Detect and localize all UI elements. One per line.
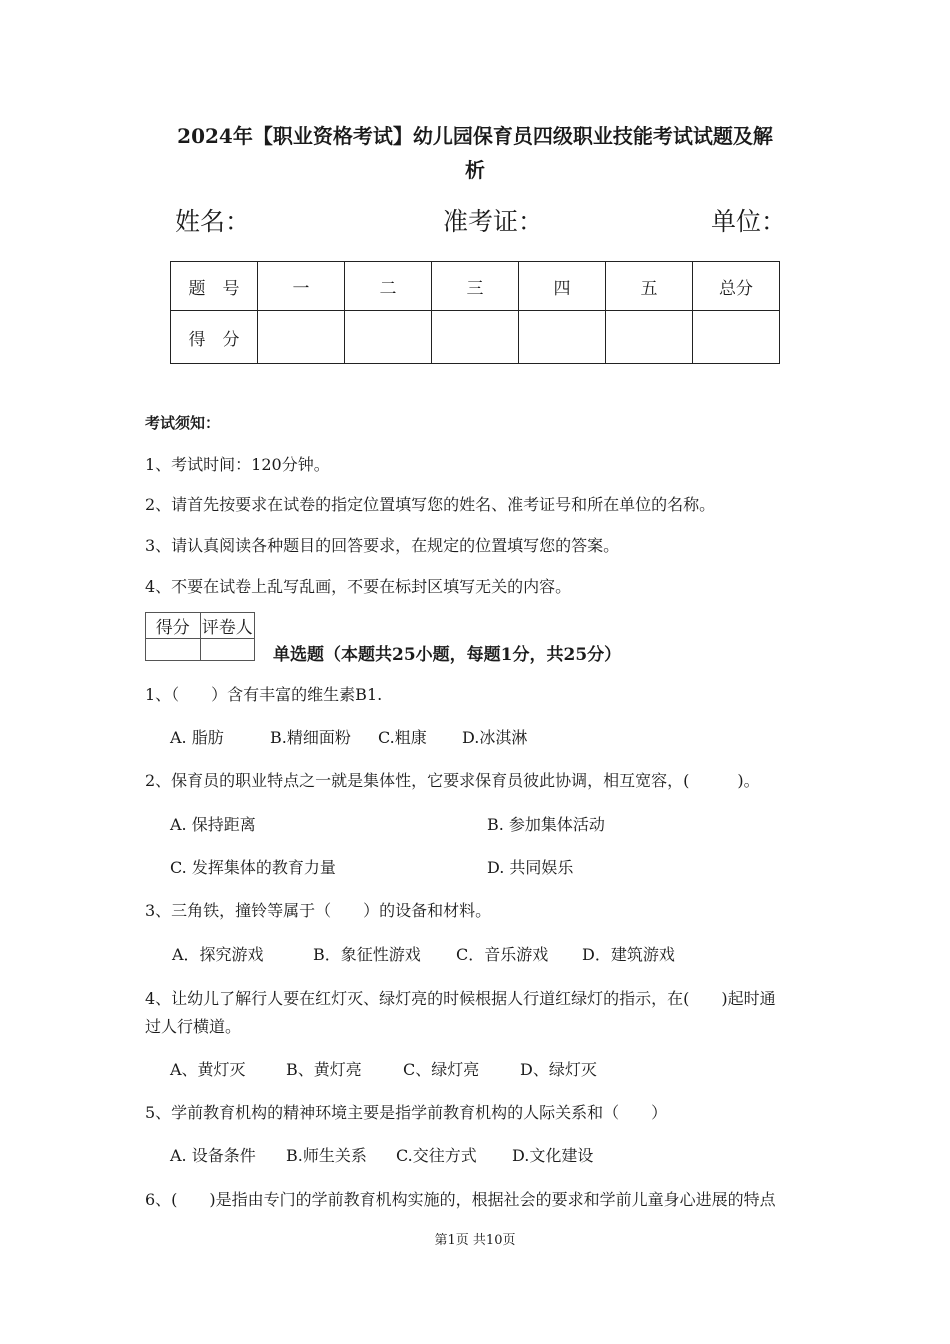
notice-item: 4、不要在试卷上乱写乱画，不要在标封区填写无关的内容。 xyxy=(145,577,572,596)
grader-name-cell xyxy=(200,639,255,661)
question-stem: 5、学前教育机构的精神环境主要是指学前教育机构的人际关系和（ ） xyxy=(145,1103,668,1122)
score-cell-3 xyxy=(432,311,519,364)
grader-box xyxy=(145,612,255,661)
candidate-info-fields xyxy=(175,196,785,240)
question-stem: 4、让幼儿了解行人要在红灯灭、绿灯亮的时候根据人行道红绿灯的指示，在( )起时通 xyxy=(145,989,776,1008)
page-footer: 第1页 共10页 xyxy=(434,1233,516,1248)
score-table-col-2: 二 xyxy=(345,262,432,311)
score-cell-5 xyxy=(606,311,693,364)
question-stem: 6、( )是指由专门的学前教育机构实施的，根据社会的要求和学前儿童身心进展的特点 xyxy=(145,1190,776,1209)
option-d: D．建筑游戏 xyxy=(582,945,675,964)
score-row-label: 得 分 xyxy=(171,311,258,364)
option-a: A. 设备条件 xyxy=(170,1146,256,1165)
section-heading: 单选题（本题共25小题，每题1分，共25分） xyxy=(273,645,622,665)
score-table-col-total: 总分 xyxy=(693,262,780,311)
grader-score-cell xyxy=(146,639,201,661)
option-c: C.粗康 xyxy=(378,728,427,747)
option-c: C.交往方式 xyxy=(396,1146,477,1165)
score-cell-total xyxy=(693,311,780,364)
unit-field-label: 单位： xyxy=(711,207,787,236)
document-title-line1: 2024年【职业资格考试】幼儿园保育员四级职业技能考试试题及解 xyxy=(177,124,773,148)
score-cell-2 xyxy=(345,311,432,364)
notice-item: 3、请认真阅读各种题目的回答要求，在规定的位置填写您的答案。 xyxy=(145,536,620,555)
question-stem-continued: 过人行横道。 xyxy=(145,1017,242,1036)
option-b: B.师生关系 xyxy=(286,1146,367,1165)
option-a: A. 脂肪 xyxy=(170,728,224,747)
score-table-score-row xyxy=(171,311,780,364)
option-b: B.精细面粉 xyxy=(270,728,351,747)
option-c: C. 发挥集体的教育力量 xyxy=(170,858,336,877)
score-table-col-5: 五 xyxy=(606,262,693,311)
grader-score-label: 得分 xyxy=(146,613,201,639)
option-a: A．探究游戏 xyxy=(172,945,264,964)
question-stem: 1、（ ）含有丰富的维生素B1. xyxy=(145,685,383,704)
option-d: D、绿灯灭 xyxy=(520,1060,597,1079)
score-table-header-row xyxy=(171,262,780,311)
option-a: A. 保持距离 xyxy=(170,815,256,834)
option-a: A、黄灯灭 xyxy=(170,1060,246,1079)
score-cell-1 xyxy=(258,311,345,364)
score-table-header-label: 题 号 xyxy=(171,262,258,311)
name-field-label: 姓名： xyxy=(175,207,251,236)
document-title-line2: 析 xyxy=(465,158,485,182)
exam-number-field-label: 准考证： xyxy=(443,207,544,236)
option-c: C、绿灯亮 xyxy=(403,1060,480,1079)
option-b: B．象征性游戏 xyxy=(313,945,421,964)
score-table xyxy=(170,261,780,364)
score-cell-4 xyxy=(519,311,606,364)
question-stem: 3、三角铁，撞铃等属于（ ）的设备和材料。 xyxy=(145,901,492,920)
option-b: B、黄灯亮 xyxy=(286,1060,362,1079)
grader-name-label: 评卷人 xyxy=(200,613,255,639)
option-d: D. 共同娱乐 xyxy=(487,858,574,877)
option-d: D.冰淇淋 xyxy=(462,728,528,747)
notice-item: 2、请首先按要求在试卷的指定位置填写您的姓名、准考证号和所在单位的名称。 xyxy=(145,495,716,514)
score-table-col-1: 一 xyxy=(258,262,345,311)
notice-item: 1、考试时间：120分钟。 xyxy=(145,455,330,474)
score-table-col-3: 三 xyxy=(432,262,519,311)
option-d: D.文化建设 xyxy=(512,1146,594,1165)
notice-heading: 考试须知： xyxy=(145,414,221,432)
option-b: B. 参加集体活动 xyxy=(487,815,605,834)
question-stem: 2、保育员的职业特点之一就是集体性，它要求保育员彼此协调，相互宽容，( )。 xyxy=(145,771,760,790)
option-c: C．音乐游戏 xyxy=(456,945,549,964)
score-table-col-4: 四 xyxy=(519,262,606,311)
